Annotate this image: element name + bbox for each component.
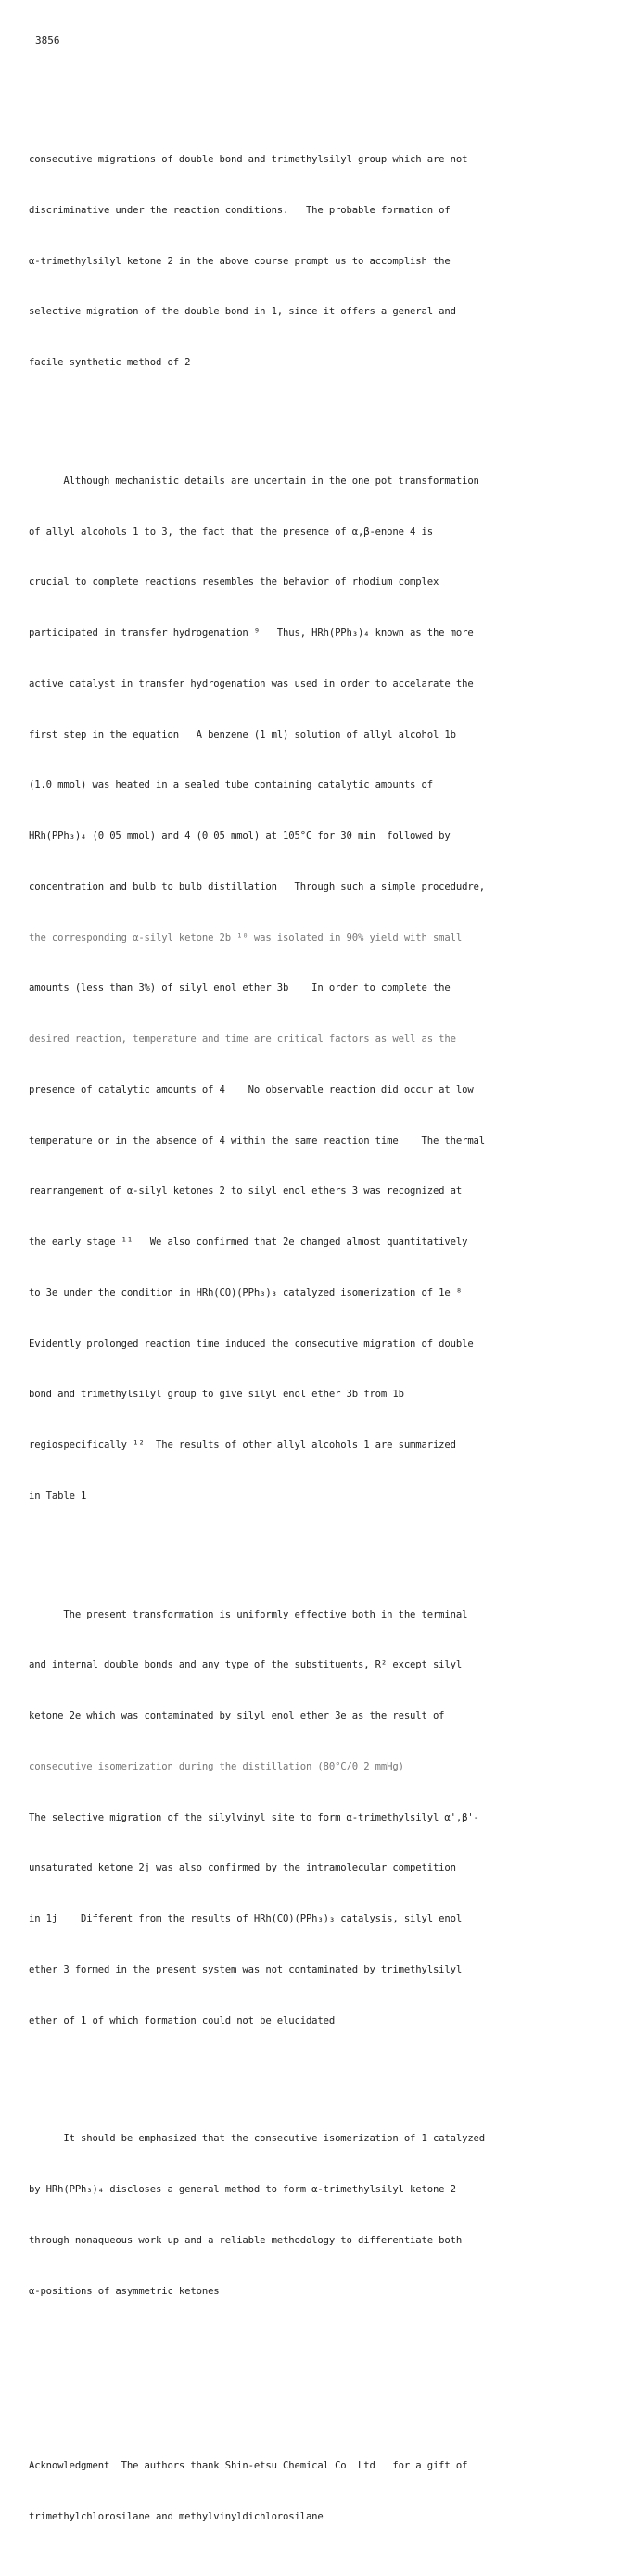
text-line: α-trimethylsilyl ketone 2 in the above course prompt us to accomplish the xyxy=(29,255,451,267)
text-line: rearrangement of α-silyl ketones 2 to silyl enol ethers 3 was recognized at xyxy=(29,1186,463,1198)
text-line: to 3e under the condition in HRh(CO)(PPh₃)₃ catalyzed isomerization of 1e ⁸ xyxy=(29,1287,463,1299)
text-line: regiospecifically ¹² The results of other allyl alcohols 1 are summarized xyxy=(29,1440,456,1451)
section-gap xyxy=(29,2367,602,2390)
text-line: in Table 1 xyxy=(29,1490,87,1502)
paragraph-1 xyxy=(29,118,602,405)
paragraph-4 xyxy=(29,2097,602,2334)
paragraph-3 xyxy=(29,1572,602,2062)
text-line: (1.0 mmol) was heated in a sealed tube containing catalytic amounts of xyxy=(29,780,433,792)
text-line: the early stage ¹¹ We also confirmed that 2e changed almost quantitatively xyxy=(29,1237,468,1248)
text-line: amounts (less than 3%) of silyl enol ether 3b In order to complete the xyxy=(29,983,451,995)
text-line: bond and trimethylsilyl group to give silyl enol ether 3b from 1b xyxy=(29,1389,404,1401)
text-line: participated in transfer hydrogenation ⁹ Thus, HRh(PPh₃)₄ known as the more xyxy=(29,628,474,639)
text-line: Although mechanistic details are uncertain in the one pot transformation xyxy=(29,475,479,487)
text-line: facile synthetic method of 2 xyxy=(29,357,191,368)
text-line: HRh(PPh₃)₄ (0 05 mmol) and 4 (0 05 mmol) at 105°C for 30 min followed by xyxy=(29,831,451,842)
text-line: unsaturated ketone 2j was also confirmed by the intramolecular competition xyxy=(29,1862,456,1874)
text-line: Acknowledgment The authors thank Shin-etsu Chemical Co Ltd for a gift of xyxy=(29,2459,468,2471)
text-line: by HRh(PPh₃)₄ discloses a general method to form α-trimethylsilyl ketone 2 xyxy=(29,2184,456,2195)
text-line: temperature or in the absence of 4 within the same reaction time The thermal xyxy=(29,1135,486,1147)
article-body xyxy=(29,83,602,2576)
text-line: presence of catalytic amounts of 4 No observable reaction did occur at low xyxy=(29,1084,474,1096)
text-line: of allyl alcohols 1 to 3, the fact that the presence of α,β-enone 4 is xyxy=(29,526,433,538)
text-line: active catalyst in transfer hydrogenation was used in order to accelarate the xyxy=(29,678,474,690)
text-line: desired reaction, temperature and time are critical factors as well as the xyxy=(29,1034,456,1045)
text-line: discriminative under the reaction conditions. The probable formation of xyxy=(29,204,451,216)
text-line: Evidently prolonged reaction time induced the consecutive migration of double xyxy=(29,1338,474,1350)
text-line: ether of 1 of which formation could not be elucidated xyxy=(29,2014,336,2026)
text-line: consecutive migrations of double bond and trimethylsilyl group which are not xyxy=(29,154,468,165)
text-line: concentration and bulb to bulb distillation Through such a simple procedudre, xyxy=(29,881,486,893)
text-line: The selective migration of the silylvinyl site to form α-trimethylsilyl α',β'- xyxy=(29,1811,479,1823)
text-line: in 1j Different from the results of HRh(CO)(PPh₃)₃ catalysis, silyl enol xyxy=(29,1913,463,1924)
text-line: trimethylchlorosilane and methylvinyldichlorosilane xyxy=(29,2510,324,2522)
text-line: The present transformation is uniformly effective both in the terminal xyxy=(29,1608,468,1620)
text-line: It should be emphasized that the consecutive isomerization of 1 catalyzed xyxy=(29,2133,486,2145)
page-number: 3856 xyxy=(35,34,60,46)
text-line: ketone 2e which was contaminated by silyl enol ether 3e as the result of xyxy=(29,1710,445,1721)
text-line: the corresponding α-silyl ketone 2b ¹⁰ was isolated in 90% yield with small xyxy=(29,932,463,944)
text-line: α-positions of asymmetric ketones xyxy=(29,2285,220,2297)
text-line: through nonaqueous work up and a reliable methodology to differentiate both xyxy=(29,2234,463,2246)
text-line: selective migration of the double bond in 1, since it offers a general and xyxy=(29,306,456,318)
text-line: first step in the equation A benzene (1 ml) solution of allyl alcohol 1b xyxy=(29,729,456,741)
text-line: consecutive isomerization during the distillation (80°C/0 2 mmHg) xyxy=(29,1760,404,1772)
text-line: ether 3 formed in the present system was not contaminated by trimethylsilyl xyxy=(29,1963,463,1975)
text-line: crucial to complete reactions resembles the behavior of rhodium complex xyxy=(29,577,439,589)
text-line: and internal double bonds and any type of the substituents, R² except silyl xyxy=(29,1659,463,1671)
acknowledgment xyxy=(29,2423,602,2558)
paragraph-2 xyxy=(29,438,602,1538)
